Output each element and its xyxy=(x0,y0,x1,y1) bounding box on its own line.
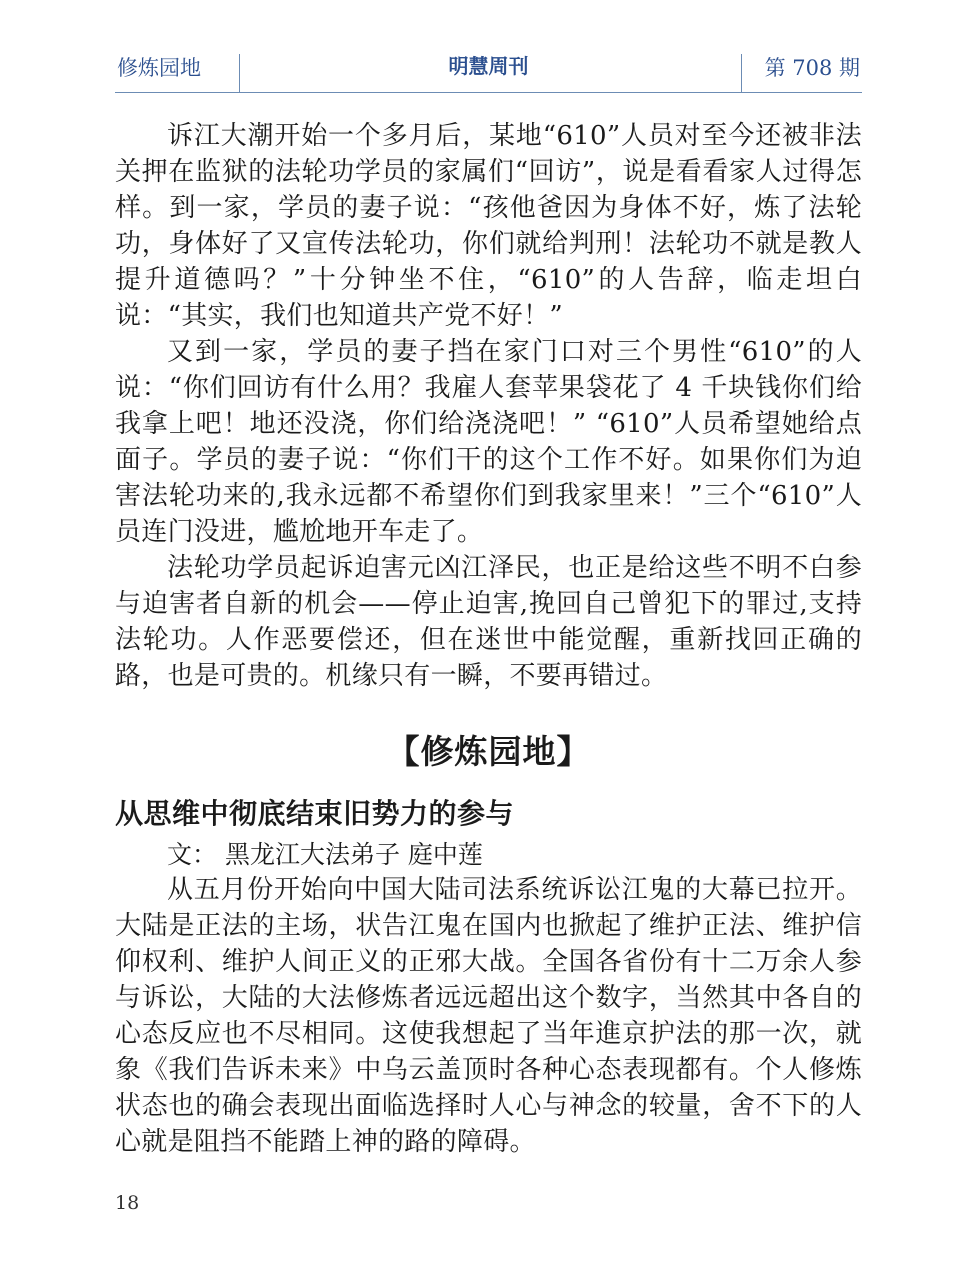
section-title: 【修炼园地】 xyxy=(386,732,591,771)
article-title: 从思维中彻底结束旧势力的参与 xyxy=(115,797,515,830)
header-publication-title: 明慧周刊 xyxy=(448,54,529,78)
body-paragraph: 又到一家，学员的妻子挡在家门口对三个男性“610”的人说：“你们回访有什么用？我雇人套苹果袋花了 4 千块钱你们给我拿上吧！地还没浇，你们给浇浇吧！” “610”人员希望她给点面子。学员的妻子说：“你们干的这个工作不好。如果你们为迫害法轮功来的,我永远都不希望你们到我家里来！”三个“610”人员连门没进，尴尬地开车走了。 xyxy=(115,337,862,547)
page-number: 18 xyxy=(115,1192,140,1214)
page-content xyxy=(115,118,862,1160)
article-byline: 文： 黑龙江大法弟子 庭中莲 xyxy=(167,840,483,869)
article-paragraph: 从五月份开始向中国大陆司法系统诉讼江鬼的大幕已拉开。大陆是正法的主场，状告江鬼在国内也掀起了维护正法、维护信仰权利、维护人间正义的正邪大战。全国各省份有十二万余人参与诉讼，大陆的大法修炼者远远超出这个数字，当然其中各自的心态反应也不尽相同。这使我想起了当年進京护法的那一次，就象《我们告诉未来》中乌云盖顶时各种心态表现都有。个人修炼状态也的确会表现出面临选择时人心与神念的较量，舍不下的人心就是阻挡不能踏上神的路的障碍。 xyxy=(115,875,862,1157)
body-paragraph: 法轮功学员起诉迫害元凶江泽民，也正是给这些不明不白参与迫害者自新的机会——停止迫害,挽回自己曾犯下的罪过,支持法轮功。人作恶要偿还，但在迷世中能觉醒，重新找回正确的路，也是可贵的。机缘只有一瞬，不要再错过。 xyxy=(115,553,862,691)
page-header xyxy=(115,48,862,93)
body-paragraph: 诉江大潮开始一个多月后，某地“610”人员对至今还被非法关押在监狱的法轮功学员的家属们“回访”，说是看看家人过得怎样。到一家，学员的妻子说：“孩他爸因为身体不好，炼了法轮功，身体好了又宣传法轮功，你们就给判刑！法轮功不就是教人提升道德吗？”十分钟坐不住，“610”的人告辞，临走坦白说：“其实，我们也知道共产党不好！” xyxy=(115,121,862,331)
header-issue-label: 第 708 期 xyxy=(764,56,860,80)
header-divider-right xyxy=(741,54,742,92)
header-section-label: 修炼园地 xyxy=(117,56,201,80)
